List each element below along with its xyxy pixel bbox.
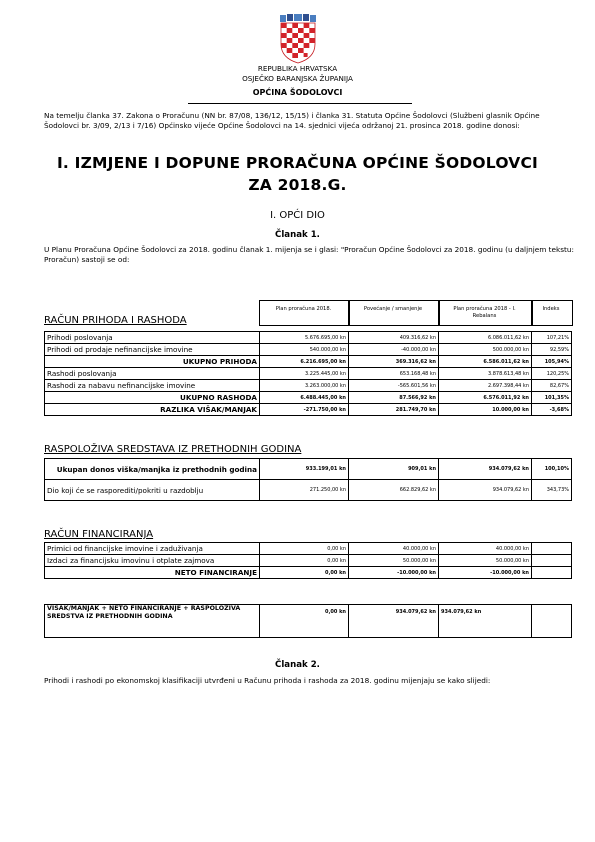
row-label: Rashodi poslovanja bbox=[45, 368, 260, 380]
row-label: Primici od financijske imovine i zaduživanja bbox=[45, 543, 260, 555]
cell-index: 92,59% bbox=[532, 344, 572, 356]
summary-value-change: 934.079,62 kn bbox=[349, 605, 439, 638]
cell-plan: 5.676.695,00 kn bbox=[260, 332, 349, 344]
table-row bbox=[45, 567, 572, 579]
summary-value-rebalans: 934.079,62 kn bbox=[439, 605, 532, 638]
article-2-paragraph: Prihodi i rashodi po ekonomskoj klasifikaciji utvrđeni u Računu prihoda i rashoda za 2018. godinu mijenjaju se kako slijedi: bbox=[44, 676, 491, 685]
table-row bbox=[45, 392, 572, 404]
summary-value-index bbox=[532, 605, 572, 638]
cell-index: -3,68% bbox=[532, 404, 572, 416]
cell-plan: 0,00 kn bbox=[260, 543, 349, 555]
table1-heading: RAČUN PRIHODA I RASHODA bbox=[44, 315, 187, 326]
table-prihodi-rashodi bbox=[44, 331, 572, 416]
table-row bbox=[45, 480, 572, 501]
col-header-box-index bbox=[531, 300, 573, 326]
row-label: UKUPNO PRIHODA bbox=[45, 356, 260, 368]
table-row bbox=[45, 459, 572, 480]
table-racun-financiranja bbox=[44, 542, 572, 579]
table-row bbox=[45, 344, 572, 356]
cell-plan: 540.000,00 kn bbox=[260, 344, 349, 356]
summary-label: VIŠAK/MANJAK + NETO FINANCIRANJE + RASPOLOŽIVA SREDSTVA IZ PRETHODNIH GODINA bbox=[45, 605, 260, 638]
cell-rebalans: 6.586.011,62 kn bbox=[439, 356, 532, 368]
cell-rebalans: 50.000,00 kn bbox=[439, 555, 532, 567]
row-label: RAZLIKA VIŠAK/MANJAK bbox=[45, 404, 260, 416]
coat-of-arms-icon bbox=[278, 14, 318, 64]
cell-plan: 3.263.000,00 kn bbox=[260, 380, 349, 392]
row-label: UKUPNO RASHODA bbox=[45, 392, 260, 404]
header-republic: REPUBLIKA HRVATSKA bbox=[257, 64, 338, 73]
cell-plan: 0,00 kn bbox=[260, 555, 349, 567]
cell-change: 50.000,00 kn bbox=[349, 555, 439, 567]
cell-rebalans: 934.079,62 kn bbox=[439, 459, 532, 480]
row-label: Prihodi od prodaje nefinancijske imovine bbox=[45, 344, 260, 356]
cell-index: 105,94% bbox=[532, 356, 572, 368]
cell-index: 100,10% bbox=[532, 459, 572, 480]
table-row bbox=[45, 356, 572, 368]
table-row bbox=[45, 332, 572, 344]
cell-index: 101,35% bbox=[532, 392, 572, 404]
cell-index: 82,67% bbox=[532, 380, 572, 392]
summary-value-plan: 0,00 kn bbox=[260, 605, 349, 638]
row-label: Prihodi poslovanja bbox=[45, 332, 260, 344]
table-row bbox=[45, 368, 572, 380]
cell-plan: 271.250,00 kn bbox=[260, 480, 349, 501]
cell-change: 909,01 kn bbox=[349, 459, 439, 480]
header-divider bbox=[188, 103, 412, 104]
col-header-plan: Plan proračuna 2018. bbox=[275, 306, 332, 312]
table2-heading: RASPOLOŽIVA SREDSTAVA IZ PRETHODNIH GODINA bbox=[44, 444, 302, 455]
col-header-change: Povećanje / smanjenje bbox=[363, 306, 423, 312]
cell-plan: -271.750,00 kn bbox=[260, 404, 349, 416]
row-label: Ukupan donos viška/manjka iz prethodnih godina bbox=[45, 459, 260, 480]
cell-rebalans: 934.079,62 kn bbox=[439, 480, 532, 501]
cell-change: 40.000,00 kn bbox=[349, 543, 439, 555]
table-row bbox=[45, 543, 572, 555]
cell-change: 281.749,70 kn bbox=[349, 404, 439, 416]
section-heading: I. OPĆI DIO bbox=[270, 210, 325, 221]
cell-change: 87.566,92 kn bbox=[349, 392, 439, 404]
cell-change: 409.316,62 kn bbox=[349, 332, 439, 344]
cell-index bbox=[532, 567, 572, 579]
row-label: Dio koji će se rasporediti/pokriti u razdoblju bbox=[45, 480, 260, 501]
cell-plan: 6.216.695,00 kn bbox=[260, 356, 349, 368]
cell-rebalans: 6.576.011,92 kn bbox=[439, 392, 532, 404]
cell-change: -40.000,00 kn bbox=[349, 344, 439, 356]
cell-index: 120,25% bbox=[532, 368, 572, 380]
table-row bbox=[45, 404, 572, 416]
row-label: Rashodi za nabavu nefinancijske imovine bbox=[45, 380, 260, 392]
cell-rebalans: 3.878.613,48 kn bbox=[439, 368, 532, 380]
cell-plan: 6.488.445,00 kn bbox=[260, 392, 349, 404]
article-1-heading: Članak 1. bbox=[275, 230, 320, 240]
cell-change: 369.316,62 kn bbox=[349, 356, 439, 368]
table-summary bbox=[44, 604, 572, 638]
table3-heading: RAČUN FINANCIRANJA bbox=[44, 529, 154, 540]
row-label: NETO FINANCIRANJE bbox=[45, 567, 260, 579]
cell-rebalans: 500.000,00 kn bbox=[439, 344, 532, 356]
col-header-index: Indeks bbox=[542, 306, 560, 312]
col-header-box-plan bbox=[259, 300, 350, 326]
cell-change: 653.168,48 kn bbox=[349, 368, 439, 380]
cell-rebalans: 2.697.398,44 kn bbox=[439, 380, 532, 392]
cell-plan: 3.225.445,00 kn bbox=[260, 368, 349, 380]
document-title-line2: ZA 2018.G. bbox=[248, 176, 347, 194]
cell-index bbox=[532, 555, 572, 567]
cell-change: -565.601,56 kn bbox=[349, 380, 439, 392]
table-raspoloziva-sredstva bbox=[44, 458, 572, 501]
cell-plan: 0,00 kn bbox=[260, 567, 349, 579]
cell-rebalans: 10.000,00 kn bbox=[439, 404, 532, 416]
col-header-rebalans: Plan proračuna 2018 - I. Rebalans bbox=[453, 306, 516, 319]
table-row bbox=[45, 380, 572, 392]
document-title-line1: I. IZMJENE I DOPUNE PRORAČUNA OPĆINE ŠODOLOVCI bbox=[56, 154, 539, 172]
cell-rebalans: 6.086.011,62 kn bbox=[439, 332, 532, 344]
intro-paragraph: Na temelju članka 37. Zakona o Proračunu (NN br. 87/08, 136/12, 15/15) i članka 31. Statuta Općine Šodolovci (Službeni glasnik Općine Šodolovci br. 3/09, 2/13 i 7/16) Općinsko vijeće Općine Šodolovci na 14. sjednici vijeća održanoj 21. prosinca 2018. godine donosi: bbox=[44, 111, 540, 131]
header-municipality: OPĆINA ŠODOLOVCI bbox=[252, 88, 343, 97]
cell-index bbox=[532, 543, 572, 555]
summary-row bbox=[45, 605, 572, 638]
cell-plan: 933.199,01 kn bbox=[260, 459, 349, 480]
cell-change: 662.829,62 kn bbox=[349, 480, 439, 501]
table-row bbox=[45, 555, 572, 567]
row-label: Izdaci za financijsku imovinu i otplate zajmova bbox=[45, 555, 260, 567]
cell-rebalans: -10.000,00 kn bbox=[439, 567, 532, 579]
header-county: OSJEČKO BARANJSKA ŽUPANIJA bbox=[242, 74, 353, 83]
cell-change: -10.000,00 kn bbox=[349, 567, 439, 579]
cell-index: 343,73% bbox=[532, 480, 572, 501]
article-1-paragraph: U Planu Proračuna Općine Šodolovci za 2018. godinu članak 1. mijenja se i glasi: "Proračun Općine Šodolovci za 2018. godinu (u daljnjem tekstu: Proračun) sastoji se od: bbox=[44, 245, 575, 265]
cell-index: 107,21% bbox=[532, 332, 572, 344]
article-2-heading: Članak 2. bbox=[275, 660, 320, 670]
cell-rebalans: 40.000,00 kn bbox=[439, 543, 532, 555]
col-header-box-change bbox=[348, 300, 440, 326]
